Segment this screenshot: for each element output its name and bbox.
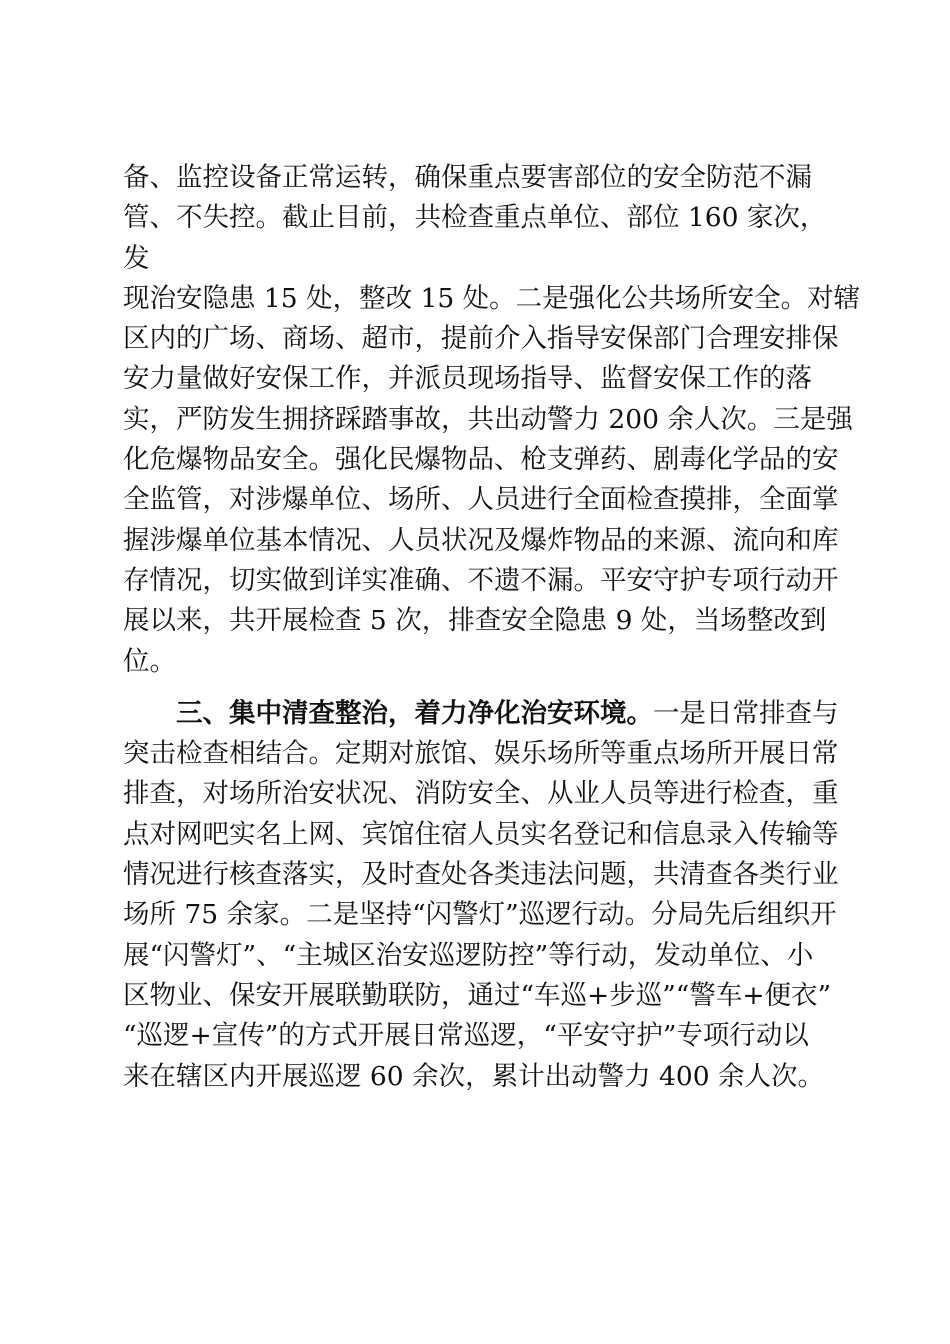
text-line: 安力量做好安保工作，并派员现场指导、监督安保工作的落 [123,363,812,395]
text-line: 管、不失控。截止目前，共检查重点单位、部位 160 家次， [123,202,827,234]
text-line: 点对网吧实名上网、宾馆住宿人员实名登记和信息录入传输等 [123,818,839,850]
section-heading-line [123,694,839,734]
paragraph-continuation [123,158,861,682]
text-line: 实，严防发生拥挤踩踏事故，共出动警力 200 余人次。三是强 [123,403,853,435]
text-line: 展“闪警灯”、“主城区治安巡逻防控”等行动，发动单位、小 [123,939,814,971]
text-line: “巡逻+宣传”的方式开展日常巡逻，“平安守护”专项行动以 [123,1020,809,1052]
text-line: 突击检查相结合。定期对旅馆、娱乐场所等重点场所开展日常 [123,738,839,770]
heading-line-rest: 一是日常排查与 [653,697,839,729]
text-line: 来在辖区内开展巡逻 60 余次，累计出动警力 400 余人次。 [123,1060,824,1092]
text-line: 情况进行核查落实，及时查处各类违法问题，共清查各类行业 [123,859,839,891]
text-line: 排查，对场所治安状况、消防安全、从业人员等进行检查，重 [123,778,839,810]
section-three-paragraph [123,694,839,1097]
text-line: 位。 [123,645,176,677]
text-line: 握涉爆单位基本情况、人员状况及爆炸物品的来源、流向和库 [123,524,839,556]
text-line: 展以来，共开展检查 5 次，排查安全隐患 9 处，当场整改到 [123,605,827,637]
text-line: 现治安隐患 15 处，整改 15 处。二是强化公共场所安全。对辖 [123,282,861,314]
text-line: 发 [123,242,150,274]
text-line: 备、监控设备正常运转，确保重点要害部位的安全防范不漏 [123,162,812,193]
document-body [123,158,861,1097]
paragraph-spacer [123,682,833,694]
text-line: 全监管，对涉爆单位、场所、人员进行全面检查摸排，全面掌 [123,484,839,516]
section-heading: 三、集中清查整治，着力净化治安环境。 [176,697,653,729]
text-line: 场所 75 余家。二是坚持“闪警灯”巡逻行动。分局先后组织开 [123,899,837,931]
text-line: 区物业、保安开展联勤联防，通过“车巡+步巡”“警车+便衣” [123,979,832,1011]
text-line: 化危爆物品安全。强化民爆物品、枪支弹药、剧毒化学品的安 [123,444,839,476]
text-line: 存情况，切实做到详实准确、不遗不漏。平安守护专项行动开 [123,564,839,596]
text-line: 区内的广场、商场、超市，提前介入指导安保部门合理安排保 [123,323,839,355]
